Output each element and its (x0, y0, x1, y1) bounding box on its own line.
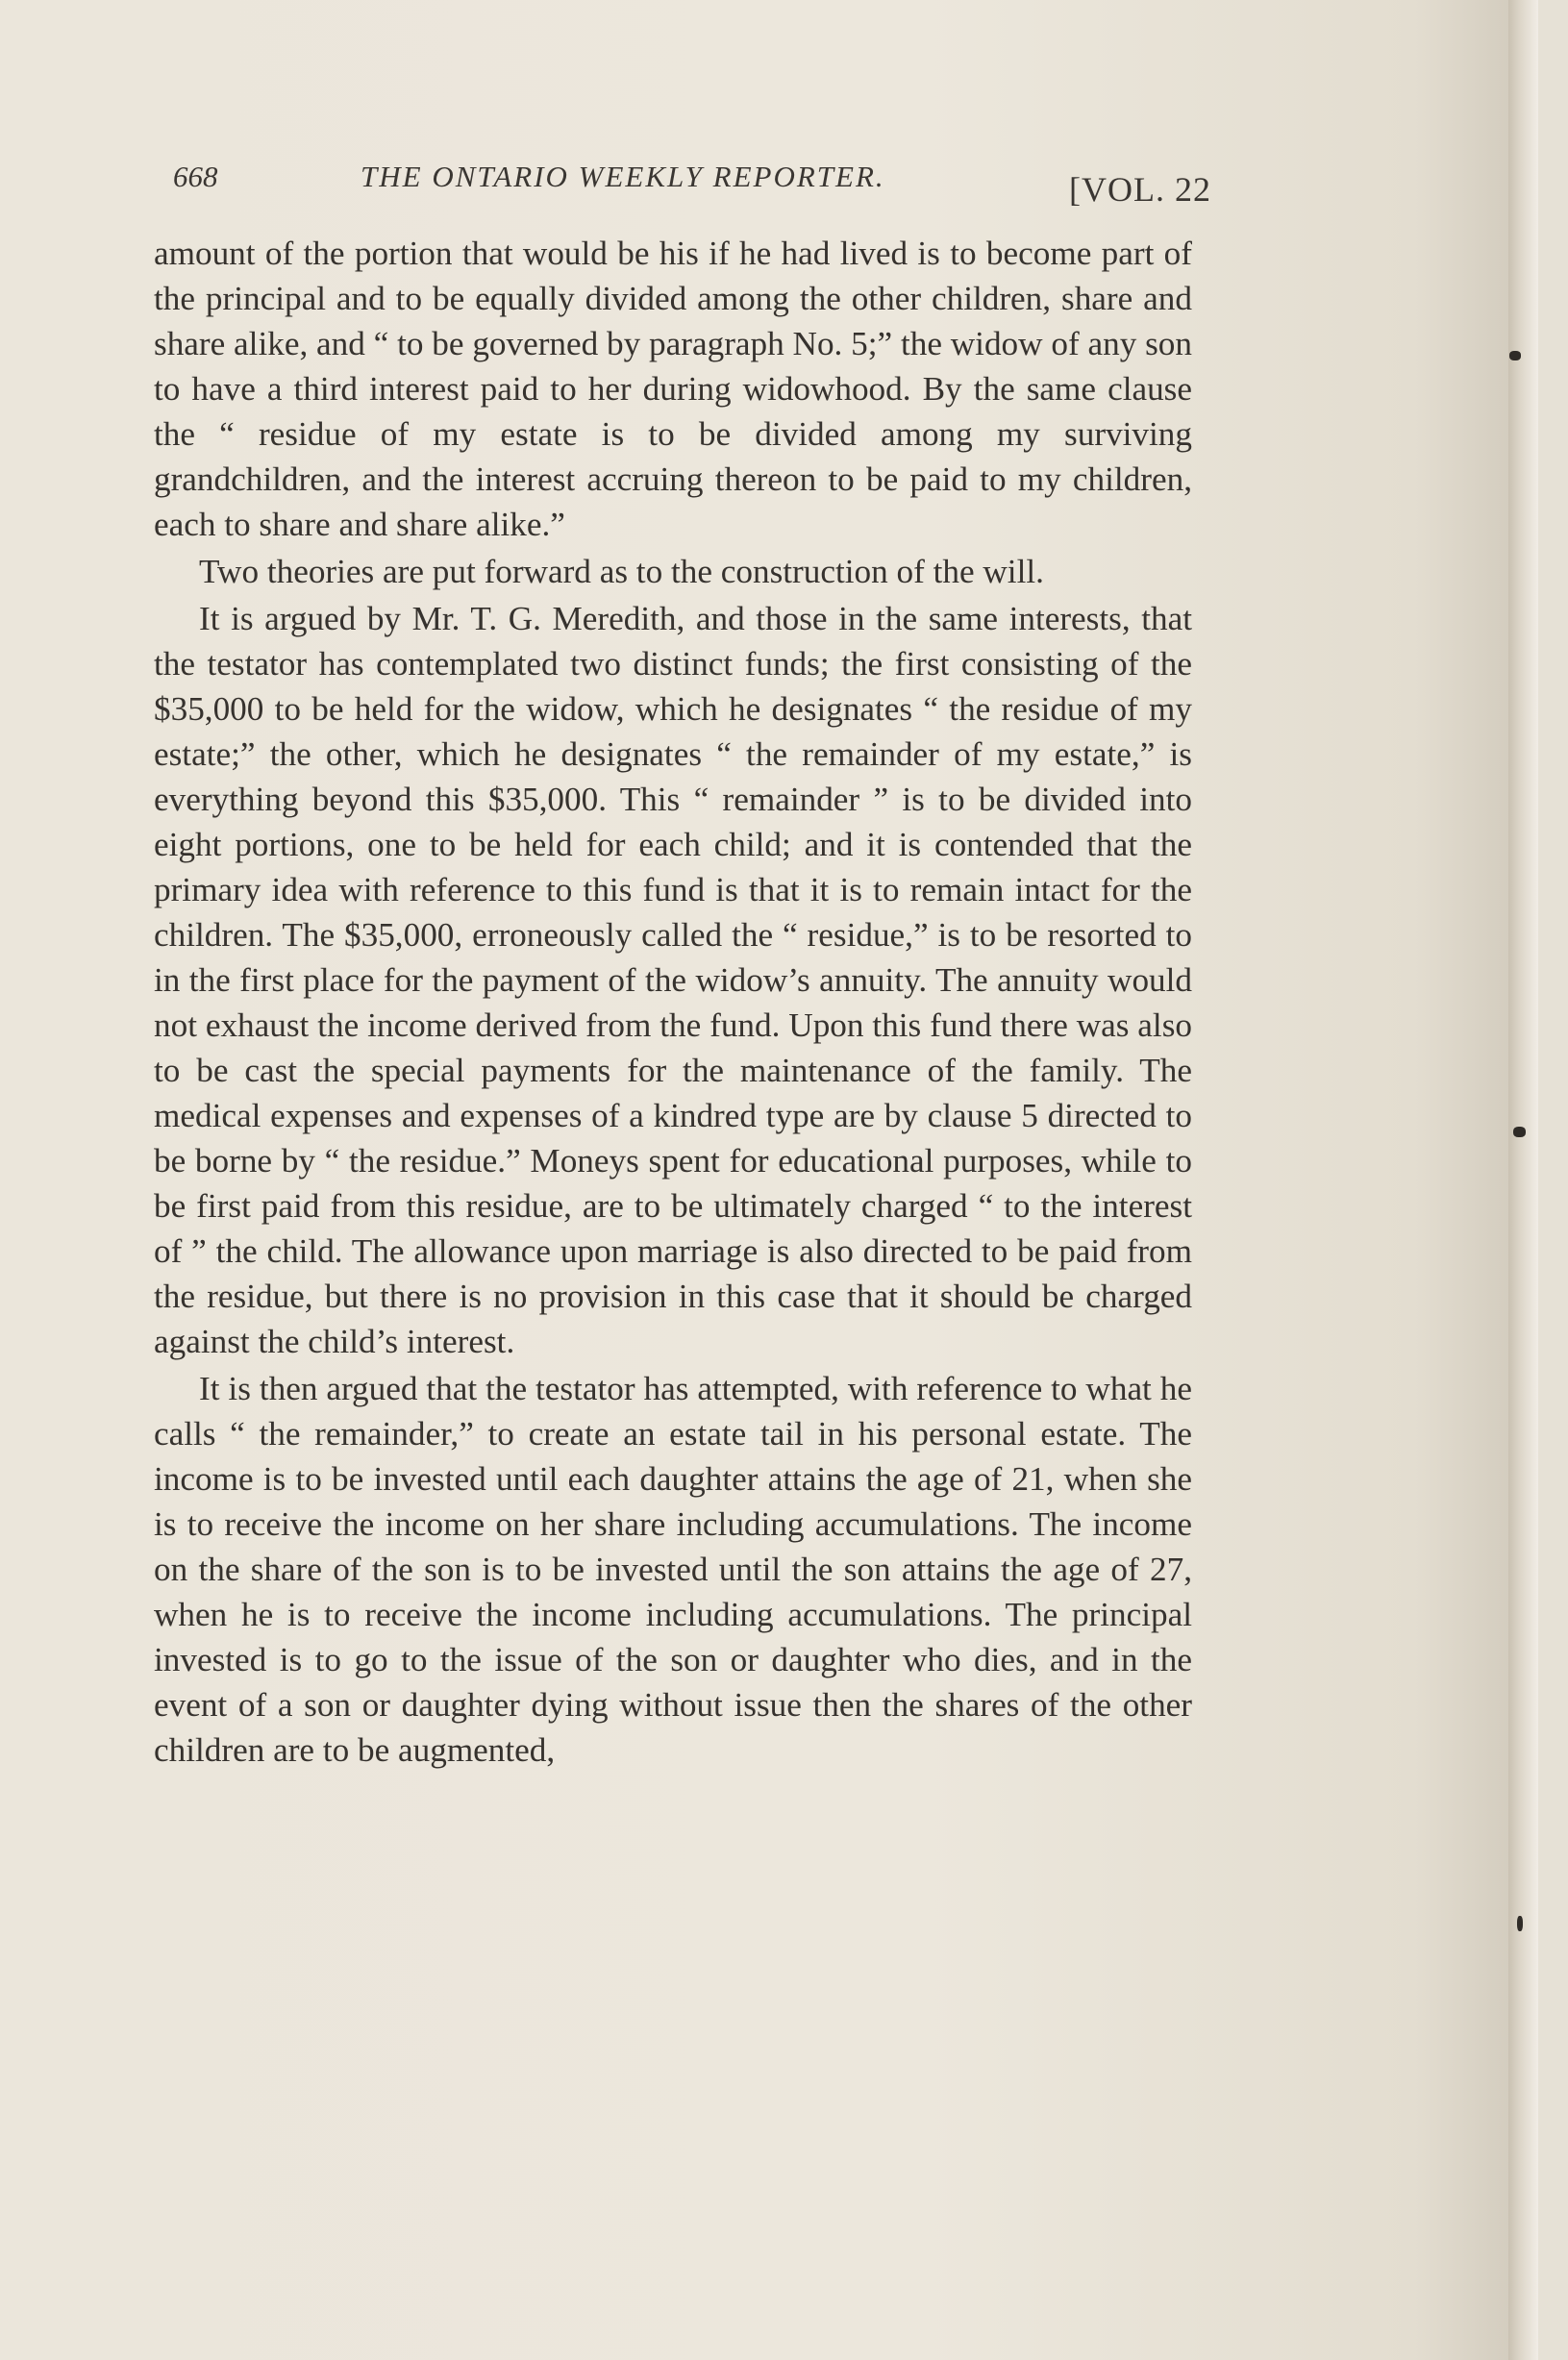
margin-mark-2 (1513, 1127, 1526, 1137)
body-text (154, 231, 1192, 1775)
running-title: THE ONTARIO WEEKLY REPORTER. (361, 160, 885, 193)
paragraph-3: It is argued by Mr. T. G. Meredith, and those in the same interests, that the testator has contemplated two distinct funds; the first consisting of the $35,000 to be held for the widow, which he designates “ the residue of my estate;” the other, which he designates “ the remainder of my estate,” is everything beyond this $35,000. This “ remainder ” is to be divided into eight portions, one to be held for each child; and it is contended that the primary idea with reference to this fund is that it is to remain intact for the children. The $35,000, erroneously called the “ residue,” is to be resorted to in the first place for the payment of the widow’s annuity. The annuity would not exhaust the income derived from the fund. Upon this fund there was also to be cast the special payments for the maintenance of the family. The medical expenses and expenses of a kindred type are by clause 5 directed to be borne by “ the residue.” Moneys spent for educational purposes, while to be first paid from this residue, are to be ultimately charged “ to the interest of ” the child. The allowance upon marriage is also directed to be paid from the residue, but there is no provision in this case that it should be charged against the child’s interest. (154, 600, 1192, 1360)
page-number: 668 (173, 160, 218, 193)
margin-mark-3 (1517, 1916, 1523, 1931)
volume-label: [VOL. 22 (1069, 170, 1211, 209)
margin-mark-1 (1509, 351, 1521, 360)
paragraph-1: amount of the portion that would be his if he had lived is to become part of the principal and to be equally divided among the other children, share and share alike, and “ to be governed by paragraph No. 5;” the widow of any son to have a third interest paid to her during widowhood. By the same clause the “ residue of my estate is to be divided among my surviving grandchildren, and the interest accruing thereon to be paid to my children, each to share and share alike.” (154, 235, 1192, 543)
paragraph-4: It is then argued that the testator has attempted, with reference to what he calls “ the remainder,” to create an estate tail in his personal estate. The income is to be invested until each daughter attains the age of 21, when she is to receive the income on her share including accumulations. The income on the share of the son is to be invested until the son attains the age of 27, when he is to receive the income including accumulations. The principal invested is to go to the issue of the son or daughter who dies, and in the event of a son or daughter dying without issue then the shares of the other children are to be augmented, (154, 1370, 1192, 1769)
running-header (173, 154, 1211, 211)
paragraph-2: Two theories are put forward as to the construction of the will. (199, 553, 1044, 590)
